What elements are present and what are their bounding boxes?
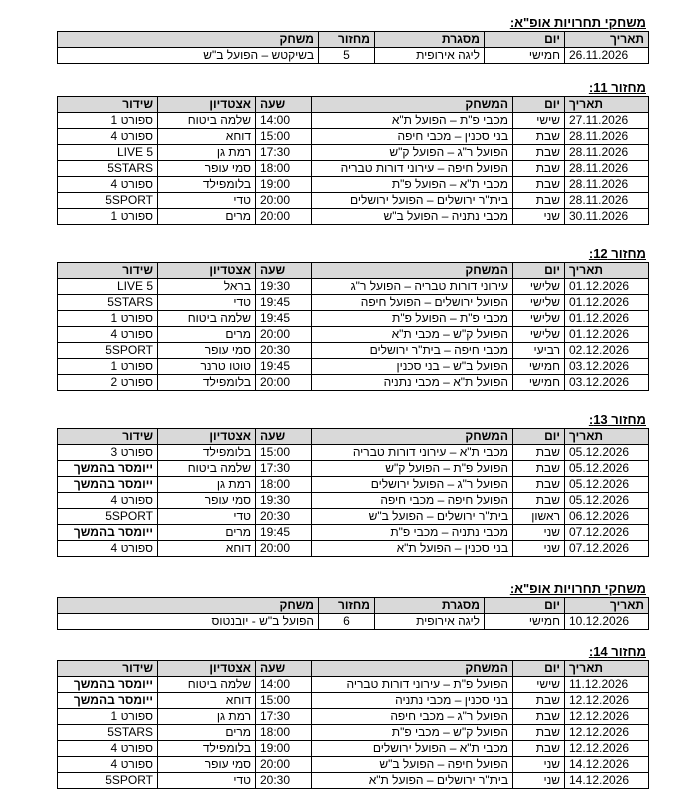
cell-date: 12.12.2026 [565,725,649,741]
cell-match: הפועל פ"ת – הפועל ק"ש [312,461,513,477]
header-date: תאריך [565,263,649,279]
cell-date: 12.12.2026 [565,693,649,709]
cell-date: 27.11.2026 [565,113,649,129]
cell-match: הפועל חיפה – הפועל ב"ש [312,757,513,773]
header-venue: אצטדיון [158,263,256,279]
cell-day: שבת [513,461,565,477]
cell-time: 20:00 [256,541,312,557]
cell-venue: סמי עופר [158,343,256,359]
cell-day: שבת [513,741,565,757]
header-frame: מסגרת [375,598,485,614]
header-day: יום [513,661,565,677]
round-table [57,262,649,391]
table-header-row [58,598,649,614]
cell-time: 19:30 [256,493,312,509]
cell-day: שבת [513,193,565,209]
cell-match: מכבי ת"א – הפועל ירושלים [312,741,513,757]
cell-day: שבת [513,177,565,193]
cell-time: 20:00 [256,193,312,209]
section-title: מחזור 12: [588,246,646,261]
cell-broadcast: ספורט 1 [58,209,158,225]
cell-time: 19:00 [256,177,312,193]
header-round: מחזור [319,598,375,614]
cell-day: שלישי [513,311,565,327]
cell-date: 05.12.2026 [565,493,649,509]
cell-time: 19:30 [256,279,312,295]
cell-match: בני סכנין – הפועל ת"א [312,541,513,557]
cell-match: הפועל ת"א – מכבי נתניה [312,375,513,391]
cell-venue: טדי [158,509,256,525]
cell-broadcast: ספורט 4 [58,541,158,557]
table-row [58,509,649,525]
section-title: משחקי תחרויות אופ"א: [509,581,646,596]
table-row [58,48,649,64]
header-broadcast: שידור [58,97,158,113]
table-row [58,279,649,295]
cell-match: הפועל ירושלים – הפועל חיפה [312,295,513,311]
table-row [58,773,649,789]
cell-broadcast: ספורט 1 [58,113,158,129]
cell-day: חמישי [485,614,565,630]
cell-venue: רמת גן [158,145,256,161]
cell-day: שישי [513,677,565,693]
table-header-row [58,429,649,445]
cell-broadcast: ייומסר בהמשך [58,525,158,541]
header-match: המשחק [312,263,513,279]
table-row [58,541,649,557]
cell-broadcast: ספורט 3 [58,445,158,461]
cell-match: בני סכנין – מכבי נתניה [312,693,513,709]
cell-venue: דוחא [158,129,256,145]
cell-match: הפועל פ"ת – עירוני דורות טבריה [312,677,513,693]
cell-time: 15:00 [256,129,312,145]
cell-date: 05.12.2026 [565,461,649,477]
cell-broadcast: ייומסר בהמשך [58,677,158,693]
cell-broadcast: ספורט 4 [58,327,158,343]
header-day: יום [485,598,565,614]
table-row [58,343,649,359]
cell-broadcast: ספורט 4 [58,177,158,193]
cell-date: 14.12.2026 [565,757,649,773]
header-venue: אצטדיון [158,97,256,113]
header-frame: מסגרת [375,32,485,48]
cell-venue: בלומפילד [158,375,256,391]
cell-broadcast: 5SPORT [58,773,158,789]
header-match: משחק [58,32,319,48]
table-row [58,161,649,177]
header-time: שעה [256,661,312,677]
table-header-row [58,263,649,279]
cell-venue: סמי עופר [158,757,256,773]
cell-time: 20:30 [256,773,312,789]
table-row [58,311,649,327]
table-row [58,693,649,709]
table-row [58,677,649,693]
table-row [58,725,649,741]
cell-time: 17:30 [256,145,312,161]
cell-time: 20:00 [256,327,312,343]
cell-broadcast: ייומסר בהמשך [58,693,158,709]
cell-match: בני סכנין – מכבי חיפה [312,129,513,145]
cell-broadcast: 5 LIVE [58,279,158,295]
uefa-table [57,31,649,64]
cell-match: הפועל ר"ג – הפועל ק"ש [312,145,513,161]
cell-day: שני [513,541,565,557]
header-round: מחזור [319,32,375,48]
table-row [58,477,649,493]
section-title: מחזור 11: [588,80,646,95]
cell-time: 18:00 [256,725,312,741]
cell-day: שלישי [513,279,565,295]
uefa-table [57,597,649,630]
cell-day: שני [513,773,565,789]
table-row [58,359,649,375]
cell-day: שבת [513,725,565,741]
cell-broadcast: 5STARS [58,725,158,741]
cell-time: 20:00 [256,209,312,225]
cell-venue: בלומפילד [158,741,256,757]
cell-day: שבת [513,161,565,177]
cell-day: שישי [513,113,565,129]
cell-broadcast: 5STARS [58,161,158,177]
cell-broadcast: 5SPORT [58,343,158,359]
cell-day: חמישי [513,375,565,391]
table-row [58,327,649,343]
cell-broadcast: ספורט 4 [58,493,158,509]
cell-day: שבת [513,709,565,725]
cell-match: מכבי חיפה – בית"ר ירושלים [312,343,513,359]
cell-date: 03.12.2026 [565,375,649,391]
cell-date: 06.12.2026 [565,509,649,525]
header-broadcast: שידור [58,429,158,445]
header-date: תאריך [565,598,649,614]
header-match: משחק [58,598,319,614]
cell-match: בית"ר ירושלים – הפועל ירושלים [312,193,513,209]
cell-time: 19:45 [256,525,312,541]
cell-date: 28.11.2026 [565,145,649,161]
cell-time: 19:00 [256,741,312,757]
cell-broadcast: ייומסר בהמשך [58,461,158,477]
cell-match: הפועל ק"ש – מכבי ת"א [312,327,513,343]
cell-date: 05.12.2026 [565,445,649,461]
header-match: המשחק [312,661,513,677]
table-row [58,709,649,725]
cell-match: הפועל ר"ג – מכבי חיפה [312,709,513,725]
cell-venue: רמת גן [158,477,256,493]
cell-day: חמישי [485,48,565,64]
cell-round: 6 [319,614,375,630]
header-date: תאריך [565,429,649,445]
cell-date: 12.12.2026 [565,741,649,757]
cell-date: 28.11.2026 [565,193,649,209]
cell-venue: טדי [158,193,256,209]
cell-venue: מרים [158,725,256,741]
cell-time: 20:00 [256,757,312,773]
cell-time: 18:00 [256,161,312,177]
header-time: שעה [256,263,312,279]
round-table [57,428,649,557]
cell-venue: סמי עופר [158,161,256,177]
header-date: תאריך [565,32,649,48]
cell-date: 28.11.2026 [565,161,649,177]
cell-round: 5 [319,48,375,64]
round-table [57,96,649,225]
cell-match: הפועל ק"ש – מכבי פ"ת [312,725,513,741]
cell-day: שבת [513,477,565,493]
cell-venue: בלומפילד [158,445,256,461]
table-row [58,193,649,209]
cell-date: 01.12.2026 [565,295,649,311]
cell-date: 03.12.2026 [565,359,649,375]
header-day: יום [513,263,565,279]
cell-match: מכבי ת"א – עירוני דורות טבריה [312,445,513,461]
header-broadcast: שידור [58,661,158,677]
cell-venue: בראל [158,279,256,295]
cell-venue: טוטו טרנר [158,359,256,375]
cell-date: 28.11.2026 [565,177,649,193]
cell-date: 12.12.2026 [565,709,649,725]
cell-venue: דוחא [158,693,256,709]
table-row [58,525,649,541]
cell-broadcast: 5STARS [58,295,158,311]
cell-venue: דוחא [158,541,256,557]
section-title: משחקי תחרויות אופ"א: [509,15,646,30]
cell-match: הפועל חיפה – עירוני דורות טבריה [312,161,513,177]
cell-match: מכבי פ"ת – הפועל פ"ת [312,311,513,327]
cell-day: שבת [513,693,565,709]
cell-date: 07.12.2026 [565,541,649,557]
cell-venue: בלומפילד [158,177,256,193]
cell-match: הפועל חיפה – מכבי חיפה [312,493,513,509]
table-row [58,461,649,477]
cell-day: חמישי [513,359,565,375]
cell-date: 10.12.2026 [565,614,649,630]
cell-broadcast: ספורט 4 [58,741,158,757]
cell-venue: שלמה ביטוח [158,311,256,327]
cell-broadcast: ייומסר בהמשך [58,477,158,493]
table-row [58,145,649,161]
cell-date: 30.11.2026 [565,209,649,225]
round-table [57,660,649,789]
section-title: מחזור 14: [588,644,646,659]
cell-match: הפועל ב"ש – בני סכנין [312,359,513,375]
cell-time: 20:30 [256,343,312,359]
cell-venue: סמי עופר [158,493,256,509]
cell-day: שבת [513,129,565,145]
cell-broadcast: ספורט 1 [58,709,158,725]
cell-broadcast: 5SPORT [58,509,158,525]
cell-broadcast: ספורט 1 [58,311,158,327]
header-date: תאריך [565,97,649,113]
cell-venue: רמת גן [158,709,256,725]
cell-match: מכבי ת"א – הפועל פ"ת [312,177,513,193]
cell-venue: מרים [158,327,256,343]
cell-match: בית"ר ירושלים – הפועל ב"ש [312,509,513,525]
cell-match: בית"ר ירושלים – הפועל ת"א [312,773,513,789]
cell-time: 20:00 [256,375,312,391]
cell-time: 15:00 [256,693,312,709]
cell-venue: טדי [158,773,256,789]
header-venue: אצטדיון [158,429,256,445]
header-broadcast: שידור [58,263,158,279]
cell-date: 28.11.2026 [565,129,649,145]
cell-time: 14:00 [256,677,312,693]
cell-date: 01.12.2026 [565,327,649,343]
cell-date: 26.11.2026 [565,48,649,64]
header-time: שעה [256,429,312,445]
cell-venue: שלמה ביטוח [158,677,256,693]
cell-broadcast: 5SPORT [58,193,158,209]
cell-day: שני [513,209,565,225]
cell-date: 07.12.2026 [565,525,649,541]
table-row [58,209,649,225]
cell-time: 20:30 [256,509,312,525]
table-header-row [58,32,649,48]
cell-venue: שלמה ביטוח [158,461,256,477]
header-day: יום [513,429,565,445]
cell-day: שבת [513,145,565,161]
table-header-row [58,661,649,677]
cell-day: שלישי [513,295,565,311]
cell-venue: טדי [158,295,256,311]
cell-broadcast: ספורט 1 [58,359,158,375]
cell-broadcast: ספורט 4 [58,129,158,145]
cell-date: 01.12.2026 [565,311,649,327]
header-time: שעה [256,97,312,113]
cell-venue: מרים [158,209,256,225]
header-day: יום [513,97,565,113]
cell-match: מכבי נתניה – הפועל ב"ש [312,209,513,225]
cell-day: ראשון [513,509,565,525]
table-row [58,493,649,509]
header-match: המשחק [312,97,513,113]
header-day: יום [485,32,565,48]
cell-time: 18:00 [256,477,312,493]
cell-broadcast: ספורט 4 [58,757,158,773]
table-header-row [58,97,649,113]
cell-date: 02.12.2026 [565,343,649,359]
cell-time: 19:45 [256,295,312,311]
cell-date: 01.12.2026 [565,279,649,295]
cell-match: בשיקטש – הפועל ב"ש [58,48,319,64]
cell-time: 14:00 [256,113,312,129]
cell-venue: שלמה ביטוח [158,113,256,129]
cell-frame: ליגה אירופית [375,614,485,630]
cell-broadcast: ספורט 2 [58,375,158,391]
header-date: תאריך [565,661,649,677]
header-venue: אצטדיון [158,661,256,677]
cell-date: 11.12.2026 [565,677,649,693]
cell-day: שלישי [513,327,565,343]
section-title: מחזור 13: [588,412,646,427]
cell-time: 19:45 [256,311,312,327]
header-match: המשחק [312,429,513,445]
table-row [58,295,649,311]
cell-match: הפועל ר"ג – הפועל ירושלים [312,477,513,493]
cell-day: שני [513,525,565,541]
table-row [58,445,649,461]
cell-day: שבת [513,493,565,509]
table-row [58,177,649,193]
cell-match: מכבי פ"ת – הפועל ת"א [312,113,513,129]
cell-match: עירוני דורות טבריה – הפועל ר"ג [312,279,513,295]
cell-time: 17:30 [256,461,312,477]
cell-frame: ליגה אירופית [375,48,485,64]
cell-time: 17:30 [256,709,312,725]
table-row [58,757,649,773]
cell-time: 15:00 [256,445,312,461]
cell-day: שני [513,757,565,773]
cell-venue: מרים [158,525,256,541]
cell-day: רביעי [513,343,565,359]
cell-date: 14.12.2026 [565,773,649,789]
cell-date: 05.12.2026 [565,477,649,493]
table-row [58,741,649,757]
cell-time: 19:45 [256,359,312,375]
table-row [58,129,649,145]
table-row [58,113,649,129]
cell-day: שבת [513,445,565,461]
cell-broadcast: 5 LIVE [58,145,158,161]
cell-match: מכבי נתניה – מכבי פ"ת [312,525,513,541]
table-row [58,614,649,630]
table-row [58,375,649,391]
cell-match: הפועל ב"ש - יובנטוס [58,614,319,630]
